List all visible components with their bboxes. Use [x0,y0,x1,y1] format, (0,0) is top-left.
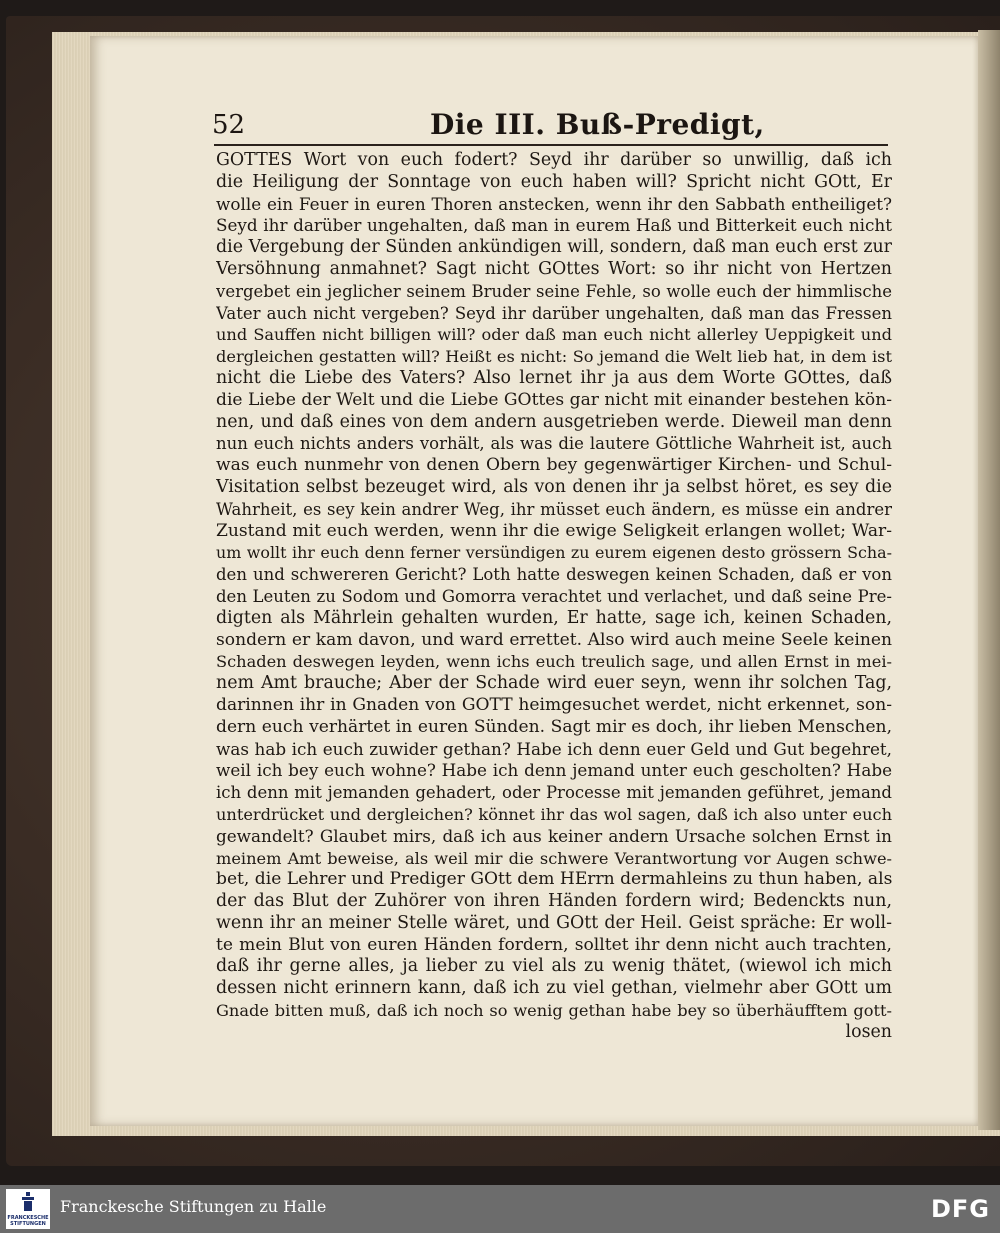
catchword: losen [845,1021,892,1042]
text-line: um wollt ihr euch denn ferner versündigen zu eurem eigenen desto grössern Scha- [216,543,892,563]
text-line: GOTTES Wort von euch fodert? Seyd ihr darüber so unwillig, daß ich [216,150,892,170]
text-line: Versöhnung anmahnet? Sagt nicht GOttes Wort: so ihr nicht von Hertzen [216,258,892,279]
text-line: ich denn mit jemanden gehadert, oder Processe mit jemanden geführet, jemand [216,783,892,803]
text-line: wolle ein Feuer in euren Thoren anstecken, wenn ihr den Sabbath entheiliget? [216,193,892,214]
viewer-footer [0,1185,1000,1233]
text-line: weil ich bey euch wohne? Habe ich denn jemand unter euch gescholten? Habe [216,760,892,781]
text-line: den Leuten zu Sodom und Gomorra verachtet und verlachet, und daß seine Pre- [216,586,892,606]
text-line: die Heiligung der Sonntage von euch haben will? Spricht nicht GOtt, Er [216,171,892,192]
text-line: Gnade bitten muß, daß ich noch so wenig gethan habe bey so überhäufftem gott- [216,1001,892,1021]
text-line: die Liebe der Welt und die Liebe GOttes gar nicht mit einander bestehen kön- [216,389,892,410]
text-line: Zustand mit euch werden, wenn ihr die ewige Seligkeit erlangen wollet; War- [216,520,892,541]
text-line: was hab ich euch zuwider gethan? Habe ich denn euer Geld und Gut begehret, [216,738,892,759]
text-line: gewandelt? Glaubet mirs, daß ich aus keiner andern Ursache solchen Ernst in [216,825,892,846]
running-head: Die III. Buß-Predigt, [430,108,765,141]
text-line: Wahrheit, es sey kein andrer Weg, ihr müsset euch ändern, es müsse ein andrer [216,499,892,519]
text-line: meinem Amt beweise, als weil mir die schwere Verantwortung vor Augen schwe- [216,848,892,868]
page-number: 52 [212,110,246,140]
text-line: was euch nunmehr von denen Obern bey gegenwärtiger Kirchen- und Schul- [216,455,892,476]
text-line: unterdrücket und dergleichen? könnet ihr das wol sagen, daß ich also unter euch [216,804,892,824]
text-line: dergleichen gestatten will? Heißt es nicht: So jemand die Welt lieb hat, in dem ist [216,347,892,367]
text-line: vergebet ein jeglicher seinem Bruder seine Fehle, so wolle euch der himmlische [216,281,892,301]
text-line: und Sauffen nicht billigen will? oder daß man euch nicht allerley Ueppigkeit und [216,325,892,345]
text-line: nicht die Liebe des Vaters? Also lernet ihr ja aus dem Worte GOttes, daß [216,367,892,388]
text-line: dessen nicht erinnern kann, daß ich zu viel gethan, vielmehr aber GOtt um [216,978,892,999]
text-line: nem Amt brauche; Aber der Schade wird euer seyn, wenn ihr solchen Tag, [216,673,892,694]
institution-name-link[interactable]: Franckesche Stiftungen zu Halle [60,1197,327,1216]
text-line: Schaden deswegen leyden, wenn ichs euch treulich sage, und allen Ernst in mei- [216,652,892,672]
book-gutter [978,30,1000,1130]
header-rule [214,144,888,146]
text-line: sondern er kam davon, und ward errettet. Also wird auch meine Seele keinen [216,629,892,650]
text-line: nun euch nichts anders vorhält, als was die lautere Göttliche Wahrheit ist, auch [216,434,892,454]
orphanage-emblem-icon [20,1192,36,1212]
text-line: Visitation selbst bezeuget wird, als von denen ihr ja selbst höret, es sey die [216,476,892,497]
text-line: Vater auch nicht vergeben? Seyd ihr darüber ungehalten, daß man das Fressen [216,303,892,323]
text-line: nen, und daß eines von dem andern ausgetrieben werde. Dieweil man denn [216,411,892,432]
text-line: digten als Mährlein gehalten wurden, Er hatte, sage ich, keinen Schaden, [216,607,892,628]
text-line: daß ihr gerne alles, ja lieber zu viel als zu wenig thätet, (wiewol ich mich [216,956,892,977]
text-line: der das Blut der Zuhörer von ihren Händen fordern wird; Bedenckts nun, [216,891,892,912]
text-line: bet, die Lehrer und Prediger GOtt dem HErrn dermahleins zu thun haben, als [216,869,892,890]
body-text [216,150,892,1044]
text-line: dern euch verhärtet in euren Sünden. Sagt mir es doch, ihr lieben Menschen, [216,716,892,737]
text-line: den und schwereren Gericht? Loth hatte deswegen keinen Schaden, daß er von [216,565,892,585]
text-line: darinnen ihr in Gnaden von GOTT heimgesuchet werdet, nicht erkennet, son- [216,694,892,715]
dfg-logo[interactable]: DFG [930,1195,990,1223]
page-header [212,108,888,148]
text-line: die Vergebung der Sünden ankündigen will, sondern, daß man euch erst zur [216,237,892,258]
institution-logo[interactable] [6,1189,50,1229]
text-line: wenn ihr an meiner Stelle wäret, und GOtt der Heil. Geist spräche: Er woll- [216,912,892,933]
logo-text: FRANCKESCHE STIFTUNGEN [7,1215,49,1227]
text-line: Seyd ihr darüber ungehalten, daß man in eurem Haß und Bitterkeit euch nicht [216,215,892,236]
text-line: te mein Blut von euren Händen fordern, solltet ihr denn nicht auch trachten, [216,934,892,955]
